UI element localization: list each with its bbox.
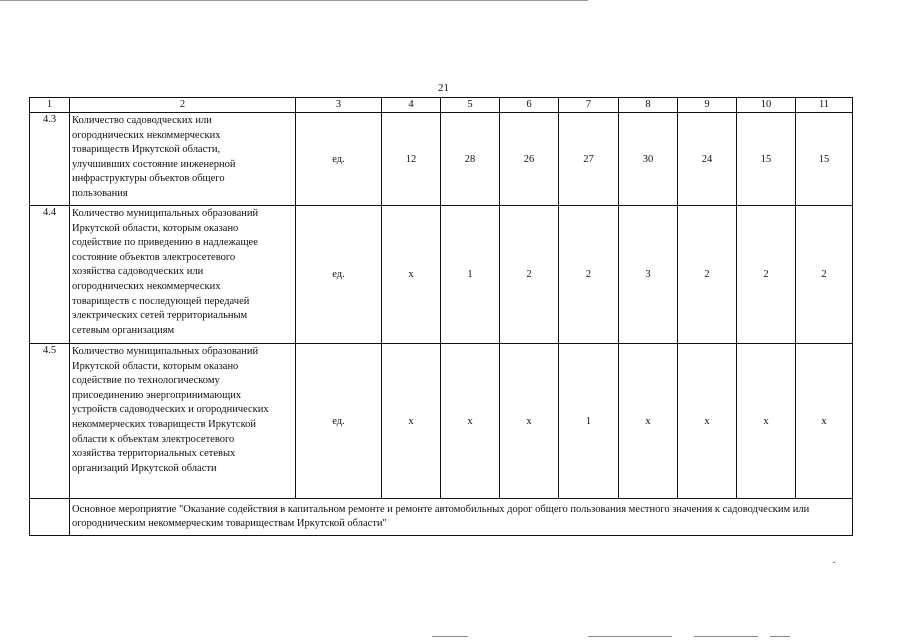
table-row [30, 344, 853, 499]
value-cell: х [619, 344, 678, 499]
header-cell: 10 [737, 98, 796, 113]
header-cell: 7 [559, 98, 619, 113]
value-cell: х [737, 344, 796, 499]
table-row [30, 113, 853, 206]
header-cell: 2 [70, 98, 296, 113]
indicator-name: Количество садоводческих или огороднических некоммерческих товариществ Иркутской области, улучшивших состояние инженерной инфраструктуры объектов общего пользования [70, 113, 296, 206]
scan-bottom-mark [770, 636, 790, 637]
header-cell: 8 [619, 98, 678, 113]
value-cell: 1 [441, 206, 500, 344]
scan-bottom-mark [694, 636, 758, 637]
indicator-name: Количество муниципальных образований Иркутской области, которым оказано содействие по технологическому присоединению энергопринимающих устройств садоводческих и огороднических некоммерческих товариществ Иркутской области к объектам электросетевого хозяйства территориальных сетевых организаций Иркутской области [70, 344, 296, 499]
value-cell: 3 [619, 206, 678, 344]
value-cell: х [382, 206, 441, 344]
header-cell: 11 [796, 98, 853, 113]
value-cell: х [678, 344, 737, 499]
value-cell: 2 [796, 206, 853, 344]
unit-cell: ед. [296, 344, 382, 499]
table-row [30, 206, 853, 344]
value-cell: 2 [737, 206, 796, 344]
value-cell: х [382, 344, 441, 499]
value-cell: 24 [678, 113, 737, 206]
indicators-table [29, 97, 853, 536]
value-cell: 12 [382, 113, 441, 206]
empty-number-cell [30, 499, 70, 536]
scan-bottom-mark [432, 636, 468, 637]
value-cell: 15 [796, 113, 853, 206]
value-cell: х [441, 344, 500, 499]
indicator-name: Количество муниципальных образований Иркутской области, которым оказано содействие по приведению в надлежащее состояние объектов электросетевого хозяйства садоводческих или огороднических некоммерческих товариществ с последующей передачей электрических сетей территориальным сетевым организациям [70, 206, 296, 344]
row-number: 4.3 [30, 113, 70, 206]
page-number: 21 [438, 82, 449, 94]
value-cell: х [500, 344, 559, 499]
header-cell: 4 [382, 98, 441, 113]
value-cell: 30 [619, 113, 678, 206]
value-cell: 2 [678, 206, 737, 344]
scan-bottom-mark [588, 636, 672, 637]
header-cell: 6 [500, 98, 559, 113]
header-cell: 1 [30, 98, 70, 113]
row-number: 4.5 [30, 344, 70, 499]
value-cell: 1 [559, 344, 619, 499]
value-cell: х [796, 344, 853, 499]
header-cell: 9 [678, 98, 737, 113]
value-cell: 28 [441, 113, 500, 206]
value-cell: 2 [500, 206, 559, 344]
scan-top-edge [0, 0, 588, 1]
row-number: 4.4 [30, 206, 70, 344]
unit-cell: ед. [296, 113, 382, 206]
value-cell: 27 [559, 113, 619, 206]
main-event-cell: Основное мероприятие "Оказание содействия в капитальном ремонте и ремонте автомобильных дорог общего пользования местного значения к садоводческим или огородническим некоммерческим товариществам Иркутской области" [70, 499, 853, 536]
value-cell: 15 [737, 113, 796, 206]
unit-cell: ед. [296, 206, 382, 344]
header-row [30, 98, 853, 113]
header-cell: 5 [441, 98, 500, 113]
scan-speck [833, 562, 835, 563]
value-cell: 26 [500, 113, 559, 206]
table-row [30, 499, 853, 536]
header-cell: 3 [296, 98, 382, 113]
value-cell: 2 [559, 206, 619, 344]
